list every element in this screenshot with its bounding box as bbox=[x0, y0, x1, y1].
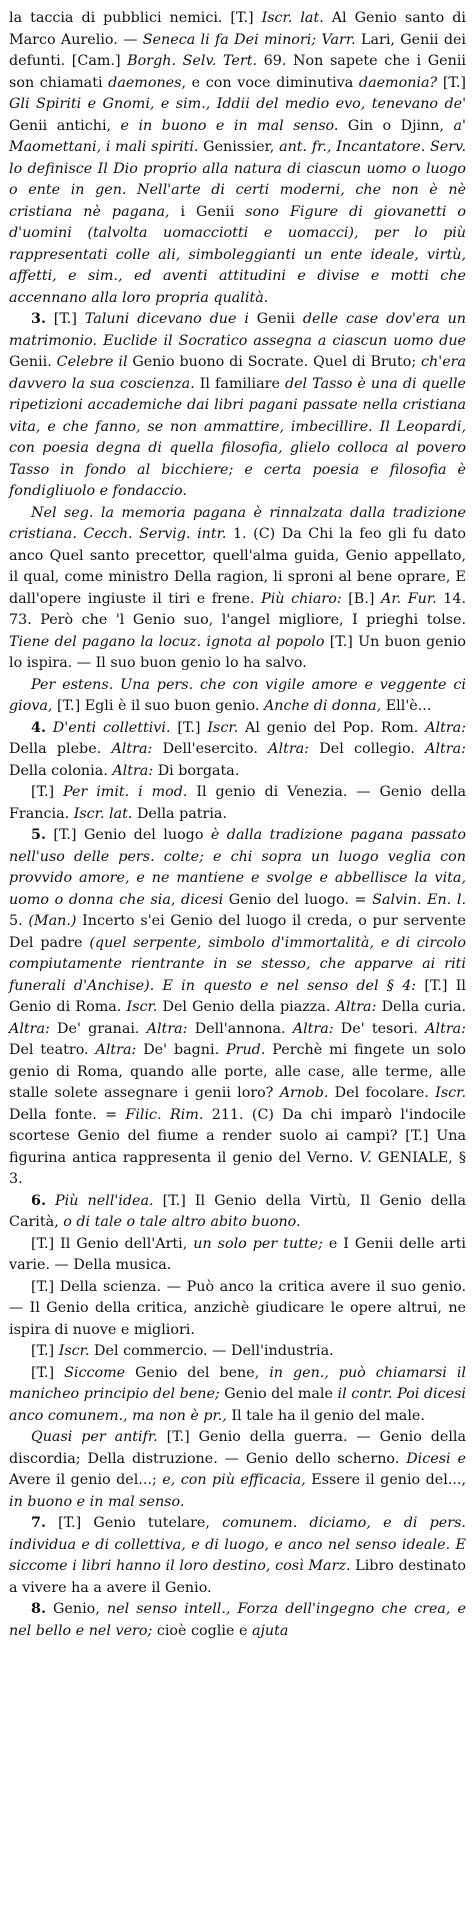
entry-paragraph bbox=[9, 503, 466, 675]
italic-text: Celebre il bbox=[56, 354, 128, 370]
body-text: Il tale ha il genio del male. bbox=[226, 1407, 425, 1424]
italic-text: un solo per tutte; bbox=[193, 1235, 323, 1252]
italic-text: Iscr. bbox=[58, 1343, 90, 1359]
italic-text: Prud. bbox=[226, 1042, 266, 1058]
entry-paragraph bbox=[9, 309, 466, 503]
body-text: 211. (C) Da chi imparò l'indocile scortese Genio del fiume a render suolo ai campi? [T.] Una figurina antica rappresenta il genio del Verno. bbox=[9, 1106, 466, 1166]
body-text: Del Genio della piazza. bbox=[157, 999, 336, 1015]
body-text: De' bagni. bbox=[136, 1042, 227, 1058]
body-text: i Genii bbox=[169, 203, 246, 220]
section-number: 3. bbox=[31, 311, 46, 327]
body-text: Genii antichi, bbox=[9, 117, 121, 134]
italic-text: Siccome bbox=[64, 1364, 126, 1381]
italic-text: o di tale o tale altro abito buono. bbox=[63, 1214, 301, 1230]
italic-text: Tiene del pagano la locuz. ignota al popolo bbox=[9, 633, 325, 650]
body-text: e I Genii delle arti varie. — Della musica. bbox=[9, 1235, 467, 1273]
section-number: 6. bbox=[31, 1192, 46, 1209]
body-text: Della curia. bbox=[376, 999, 467, 1015]
entry-paragraph bbox=[9, 1599, 466, 1642]
body-text: [T.] Genio del luogo bbox=[45, 827, 211, 843]
entry-paragraph bbox=[9, 1277, 466, 1342]
body-text: Del focolare. bbox=[328, 1085, 436, 1101]
italic-text: Filic. Rim. bbox=[125, 1106, 204, 1123]
body-text: Dell'esercito. bbox=[152, 741, 269, 757]
body-text: [T.] Genio della guerra. — Genio della discordia; Della distruzione. — Genio dello scherno. bbox=[9, 1429, 467, 1467]
italic-text: ajuta bbox=[251, 1622, 289, 1639]
body-text: Del commercio. — Dell'industria. bbox=[89, 1343, 334, 1359]
body-text: Essere il genio del..., bbox=[305, 1472, 466, 1488]
body-text: Genio buono di Socrate. Quel di Bruto; bbox=[127, 354, 422, 370]
body-text bbox=[46, 1193, 55, 1209]
section-number: 4. bbox=[31, 719, 46, 736]
section-number: 7. bbox=[31, 1515, 46, 1531]
section-number: 8. bbox=[31, 1601, 46, 1617]
body-text: 5. bbox=[9, 913, 29, 929]
body-text: Genii. bbox=[9, 354, 57, 370]
body-text: [T.] bbox=[45, 311, 85, 327]
italic-text: e in buono e in mal senso. bbox=[120, 117, 339, 134]
italic-text: del Tasso è una di quelle ripetizioni accademiche dai libri pagani passate nella cristiana vita, e che fanno, se non ammattire, imbecillire. Il Leopardi, con poesia degna di quella filosofia, glielo colloca al povero Tasso in fondo al bicchiere; e certa poesia e filosofia è fondigliuolo e fondaccio. bbox=[9, 375, 466, 499]
italic-text: Altra: bbox=[292, 1020, 334, 1037]
italic-text: in buono e in mal senso. bbox=[9, 1493, 185, 1510]
body-text: Avere il genio del...; bbox=[9, 1472, 163, 1488]
italic-text: Più chiaro: bbox=[261, 590, 342, 607]
body-text: Della colonia. bbox=[9, 762, 113, 779]
body-text: Libro destinato a vivere ha a avere il Genio. bbox=[9, 1558, 466, 1596]
body-text: Il familiare bbox=[194, 375, 285, 392]
body-text: [T.] bbox=[31, 1343, 59, 1359]
italic-text: Altra: bbox=[425, 719, 467, 736]
body-text: Perchè mi fingete un solo genio di Roma, quando alle porte, alle case, alle terme, alle stalle solete assegnare i genii loro? bbox=[9, 1042, 467, 1101]
body-text: Al Genio santo di Marco Aurelio. — bbox=[9, 10, 466, 48]
italic-text: daemones bbox=[108, 74, 182, 91]
section-number: 5. bbox=[31, 827, 46, 843]
entry-paragraph bbox=[9, 825, 466, 1191]
italic-text: sono Figure di giovanetti o d'uomini (talvolta uomacciotti e uomacci), per lo più rappresentati colle ali, simboleggianti un ente ideale, virtù, affetti, e sim., ed aventi attitudini e divise e motti che accennano alla loro propria qualità. bbox=[9, 203, 466, 306]
italic-text: Altra: bbox=[111, 741, 153, 757]
italic-text: V. bbox=[359, 1149, 372, 1166]
entry-paragraph bbox=[9, 1427, 466, 1513]
body-text: Lari, Genii dei defunti. [Cam.] bbox=[9, 31, 466, 69]
italic-text: Altra: bbox=[146, 1020, 188, 1037]
body-text: [T.] Egli è il suo buon genio. bbox=[52, 698, 264, 714]
entry-paragraph bbox=[9, 1363, 466, 1428]
italic-text: è dalla tradizione pagana passato nell'uso delle pers. colte; e chi sopra un luogo veglia con provvido amore, e ne mantiene e svolge e abbellisce la vita, uomo o donna che sia, dicesi bbox=[9, 827, 466, 908]
italic-text: Quasi per antifr. bbox=[31, 1429, 158, 1445]
body-text: [T.] Il Genio della Virtù, Il Genio della Carità, bbox=[9, 1192, 466, 1230]
italic-text: Altra: bbox=[268, 741, 309, 757]
italic-text: e, con più efficacia, bbox=[162, 1472, 306, 1488]
body-text: [T.] Un buon genio lo ispira. — Il suo buon genio lo ha salvo. bbox=[9, 633, 467, 671]
body-text: Genio del bene, bbox=[125, 1364, 270, 1381]
italic-text: (Man.) bbox=[28, 913, 77, 929]
italic-text: Per estens. Una pers. che con vigile amore e veggente ci giova, bbox=[9, 676, 466, 714]
italic-text: Salvin. En. l. bbox=[372, 891, 466, 908]
italic-text: Dicesi e bbox=[406, 1450, 467, 1467]
body-text: Genii bbox=[248, 311, 303, 327]
entry-paragraph bbox=[9, 8, 466, 309]
body-text: Al genio del Pop. Rom. bbox=[238, 719, 426, 736]
italic-text: Per imit. i mod. bbox=[63, 784, 188, 800]
body-text: Del teatro. bbox=[9, 1042, 96, 1058]
body-text: 14. 73. Però che 'l Genio suo, l'angel migliore, I prieghi tolse. bbox=[9, 590, 466, 628]
entry-paragraph bbox=[9, 718, 466, 783]
italic-text: daemonia? bbox=[358, 74, 438, 91]
body-text: 1. (C) Da Chi la feo gli fu dato anco Quel santo precettor, quell'alma guida, Genio appellato, il qual, come ministro Della ragion, li sproni al bene oprare, E dall'opere ingiuste il tiri e frene. bbox=[9, 526, 466, 607]
italic-text: Gli Spiriti e Gnomi, e sim., Iddii del medio evo, tenevano de' bbox=[9, 96, 466, 112]
body-text: [T.] Genio tutelare, bbox=[45, 1515, 223, 1531]
entry-paragraph bbox=[9, 1234, 466, 1277]
body-text: [B.] bbox=[341, 590, 382, 607]
dictionary-entry-genio bbox=[9, 8, 466, 1642]
italic-text: Altra: bbox=[425, 1020, 466, 1037]
entry-paragraph bbox=[9, 782, 466, 825]
italic-text: il contr. Poi dicesi anco comunem., ma non è pr., bbox=[9, 1386, 466, 1424]
body-text: [T.] Della scienza. — Può anco la critica avere il suo genio. — Il Genio della critica, anzichè giudicare le opere altrui, ne ispira di nuove e migliori. bbox=[9, 1278, 466, 1338]
body-text: Genio del male bbox=[219, 1386, 338, 1402]
italic-text: delle case dov'era un matrimonio. Euclide il Socratico assegna a ciascun uomo due bbox=[9, 311, 466, 349]
entry-paragraph bbox=[9, 1191, 466, 1234]
body-text: Della patria. bbox=[132, 805, 227, 822]
body-text: [T.] bbox=[437, 74, 466, 91]
body-text: cioè coglie e bbox=[152, 1622, 252, 1639]
body-text: la taccia di pubblici nemici. [T.] bbox=[9, 10, 262, 26]
italic-text: Taluni dicevano due i bbox=[84, 311, 249, 327]
body-text: Ell'è... bbox=[381, 698, 432, 714]
body-text: GENIALE, § 3. bbox=[9, 1149, 466, 1187]
entry-paragraph bbox=[9, 1341, 466, 1363]
body-text: Della fonte. = bbox=[9, 1106, 126, 1123]
italic-text: Ar. Fur. bbox=[381, 590, 437, 607]
italic-text: Nel seg. la memoria pagana è rinnalzata dalla tradizione cristiana. Cecch. Servig. intr. bbox=[9, 504, 466, 542]
body-text: Del collegio. bbox=[309, 741, 426, 757]
entry-paragraph bbox=[9, 1513, 466, 1599]
body-text: [T.] bbox=[31, 784, 64, 800]
italic-text: Altra: bbox=[9, 1020, 50, 1037]
body-text: Genio del luogo. = bbox=[223, 891, 373, 908]
body-text: De' tesori. bbox=[333, 1020, 426, 1037]
body-text: Genissier, bbox=[198, 139, 280, 155]
italic-text: Iscr. bbox=[207, 719, 239, 736]
body-text: Della plebe. bbox=[9, 741, 112, 757]
body-text bbox=[46, 720, 53, 736]
body-text: Di borgata. bbox=[153, 762, 240, 779]
italic-text: Altra: bbox=[425, 741, 466, 757]
italic-text: Altra: bbox=[112, 762, 154, 779]
italic-text: Seneca li fa Dei minori; Varr. bbox=[142, 31, 356, 48]
body-text: 69. Non sapete che i Genii son chiamati bbox=[9, 53, 466, 91]
body-text: Gin o Djinn, bbox=[338, 117, 454, 134]
italic-text: Altra: bbox=[335, 999, 377, 1015]
italic-text: a' Maomettani, i mali spiriti. bbox=[9, 117, 466, 155]
italic-text: ch'era davvero la sua coscienza. bbox=[9, 354, 467, 392]
italic-text: Iscr. lat. bbox=[261, 10, 324, 26]
italic-text: D'enti collettivi. bbox=[52, 719, 171, 736]
body-text: [T.] bbox=[31, 1364, 65, 1381]
body-text: Il genio di Venezia. — Genio della Francia. bbox=[9, 784, 466, 822]
italic-text: Anche di donna, bbox=[263, 698, 382, 714]
body-text: [T.] Il Genio dell'Arti, bbox=[31, 1235, 194, 1252]
italic-text: Iscr. bbox=[435, 1085, 466, 1101]
body-text: Genio, bbox=[45, 1601, 107, 1617]
entry-paragraph bbox=[9, 675, 466, 718]
italic-text: Arnob. bbox=[279, 1085, 329, 1101]
body-text: Incerto s'ei Genio del luogo il creda, o pur servente Del padre bbox=[9, 913, 466, 951]
italic-text: Altra: bbox=[95, 1042, 137, 1058]
italic-text: nel senso intell., Forza dell'ingegno che crea, e nel bello e nel vero; bbox=[9, 1601, 467, 1639]
italic-text: (quel serpente, simbolo d'immortalità, e di circolo compiutamente rientrante in se stesso, che apparve ai riti funerali d'Anchise). E in questo e nel senso del § 4: bbox=[9, 934, 466, 994]
body-text: [T.] bbox=[170, 719, 208, 736]
italic-text: comunem. diciamo, e di pers. individua e di collettiva, e di luogo, e anco nel senso ideale. E siccome i libri hanno il loro destino, così Marz. bbox=[9, 1515, 466, 1574]
italic-text: in gen., può chiamarsi il manicheo principio del bene; bbox=[9, 1364, 466, 1402]
body-text: Dell'annona. bbox=[187, 1020, 293, 1037]
italic-text: Più nell'idea. bbox=[55, 1192, 154, 1209]
italic-text: Iscr. lat. bbox=[73, 805, 133, 822]
italic-text: Iscr. bbox=[126, 999, 158, 1015]
body-text: , e con voce diminutiva bbox=[181, 74, 359, 91]
body-text: [T.] Il Genio di Roma. bbox=[9, 977, 466, 1015]
italic-text: Borgh. Selv. Tert. bbox=[127, 53, 258, 69]
italic-text: ant. fr., Incantatore. Serv. lo definisce Il Dio proprio alla natura di ciascun uomo o luogo o ente in gen. Nell'arte di certi moderni, che non è nè cristiana nè pagana, bbox=[9, 139, 466, 220]
body-text: De' granai. bbox=[49, 1020, 147, 1037]
